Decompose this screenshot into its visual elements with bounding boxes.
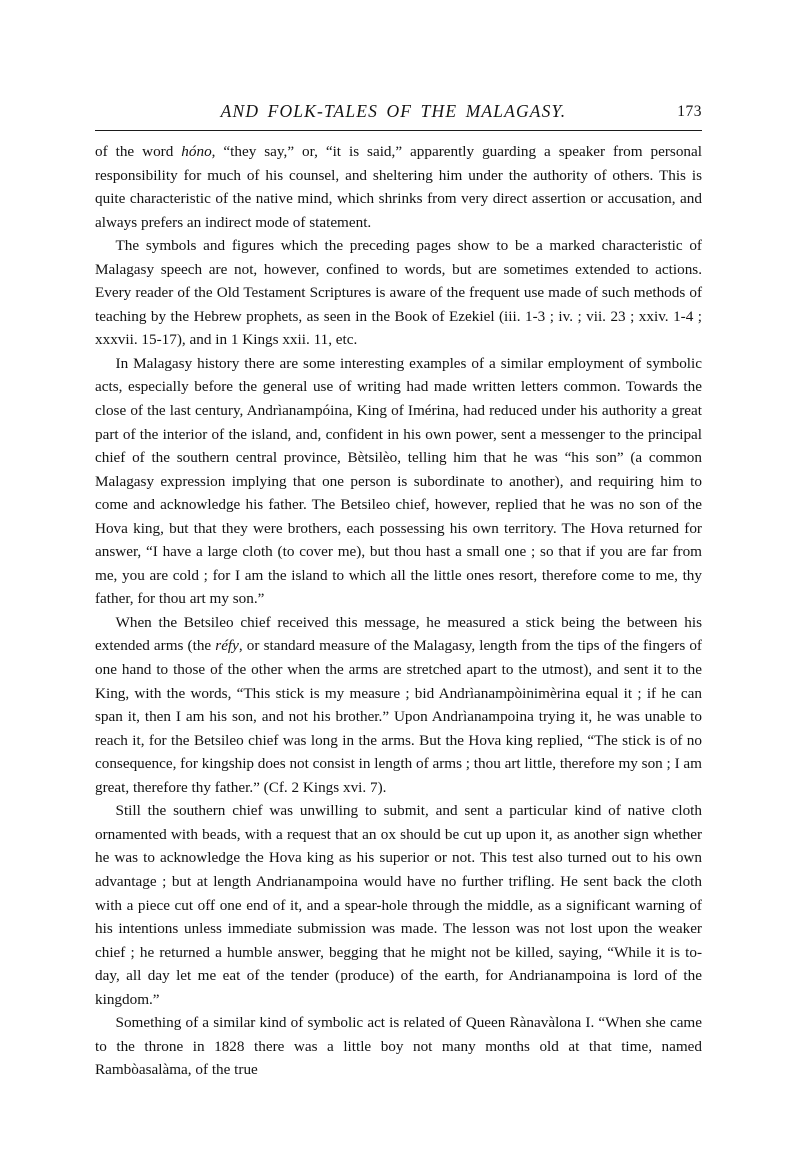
body-copy [95,140,702,1082]
running-head-title: AND FOLK-TALES OF THE MALAGASY. [220,101,567,121]
paragraph: When the Betsileo chief received this message, he measured a stick being the between his extended arms (the réfy, or standard measure of the Malagasy, length from the tips of the fingers of one hand to those of the other when the arms are stretched apart to the utmost), and sent it to the King, with the words, “This stick is my measure ; bid Andrìanampòinimèrina equal it ; if he can span it, then I am his son, and not his brother.” Upon Andrìanampoina trying it, he was unable to reach it, for the Betsileo chief was long in the arms. But the Hova king replied, “The stick is of no consequence, for kingship does not consist in length of arms ; thou art little, therefore my son ; I am great, therefore thy father.” (Cf. 2 Kings xvi. 7). [95,613,702,796]
paragraph: Something of a similar kind of symbolic act is related of Queen Rànavàlona I. “When she came to the throne in 1828 there was a little boy not many months old at that time, named Rambòasalàma, of the true [95,1014,702,1079]
paragraph: The symbols and figures which the preceding pages show to be a marked characteristic of Malagasy speech are not, however, confined to words, but are sometimes extended to actions. Every reader of the Old Testament Scriptures is aware of the frequent use made of such methods of teaching by the Hebrew prophets, as seen in the Book of Ezekiel (iii. 1-3 ; iv. ; vii. 23 ; xxiv. 1-4 ; xxxvii. 15-17), and in 1 Kings xxii. 11, etc. [95,237,702,349]
page-number: 173 [677,103,702,120]
paragraph: Still the southern chief was unwilling to submit, and sent a particular kind of native cloth ornamented with beads, with a request that an ox should be cut up upon it, as another sign whether he was to acknowledge the Hova king as his superior or not. This test also turned out to his own advantage ; but at length Andrianampoina would have no further trifling. He sent back the cloth with a piece cut off one end of it, and a spear-hole through the middle, as a significant warning of his intentions unless immediate submission was made. The lesson was not lost upon the weaker chief ; he returned a humble answer, begging that he might not be killed, saying, “While it is to-day, all day let me eat of the tender (produce) of the earth, for Andrianampoina is lord of the kingdom.” [95,802,702,1008]
running-head [95,88,702,122]
text-block [95,88,702,1082]
paragraph: of the word hóno, “they say,” or, “it is said,” apparently guarding a speaker from personal responsibility for much of his counsel, and sheltering him under the authority of others. This is quite characteristic of the native mind, which shrinks from very direct assertion or accusation, and always prefers an indirect mode of statement. [95,143,702,231]
paragraph: In Malagasy history there are some interesting examples of a similar employment of symbolic acts, especially before the general use of writing had made written letters common. Towards the close of the last century, Andrìanampóina, King of Imérina, had reduced under his authority a great part of the interior of the island, and, confident in his own power, sent a messenger to the principal chief of the southern central province, Bètsilèo, telling him that he was “his son” (a common Malagasy expression implying that one person is subordinate to another), and requiring him to come and acknowledge his father. The Betsileo chief, however, replied that he was no son of the Hova king, but that they were brothers, each possessing his own territory. The Hova returned for answer, “I have a large cloth (to cover me), but thou hast a small one ; so that if you are far from me, you are cold ; for I am the island to which all the little ones resort, therefore come to me, thy father, for thou art my son.” [95,354,702,608]
header-rule [95,130,702,131]
